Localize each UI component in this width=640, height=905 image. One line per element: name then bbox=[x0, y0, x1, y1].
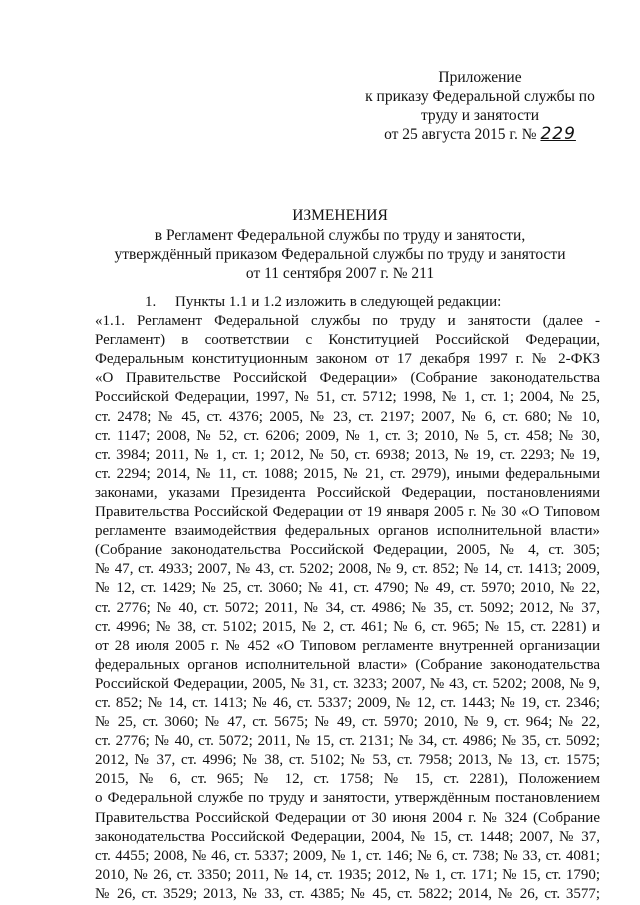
appendix-block bbox=[355, 68, 605, 144]
body-line: ст. 2294; 2014, № 11, ст. 1088; 2015, № 21, ст. 2979), иными федеральными bbox=[95, 465, 600, 482]
body-line: от 28 июля 2005 г. № 452 «О Типовом регламенте внутренней организации bbox=[95, 637, 600, 654]
heading-block bbox=[60, 206, 620, 283]
body-line: законами, указами Президента Российской Федерации, постановлениями bbox=[95, 484, 600, 501]
body-line: № 47, ст. 4933; 2007, № 43, ст. 5202; 2008, № 9, ст. 852; № 14, ст. 1413; 2009, bbox=[95, 561, 600, 578]
body-line: (Собрание законодательства Российской Федерации, 2005, № 4, ст. 305; bbox=[95, 542, 600, 559]
body-line: Федеральным конституционным законом от 17 декабря 1997 г. № 2-ФКЗ bbox=[95, 351, 600, 368]
body-line: Правительства Российской Федерации от 30 июня 2004 г. № 324 (Собрание bbox=[95, 809, 600, 826]
body-line: «1.1. Регламент Федеральной службы по труду и занятости (далее - bbox=[95, 313, 600, 330]
body-text bbox=[95, 293, 600, 904]
body-line: федеральных органов исполнительной власти» (Собрание законодательства bbox=[95, 656, 600, 673]
body-line: 2010, № 26, ст. 3350; 2011, № 14, ст. 1935; 2012, № 1, ст. 171; № 15, ст. 1790; bbox=[95, 866, 600, 883]
body-line: ст. 2776; № 40, ст. 5072; 2011, № 34, ст. 4986; № 35, ст. 5092; 2012, № 37, bbox=[95, 599, 600, 616]
body-line: № 25, ст. 3060; № 47, ст. 5675; № 49, ст. 5970; 2010, № 9, ст. 964; № 22, bbox=[95, 714, 600, 731]
body-line: Российской Федерации, 2005, № 31, ст. 3233; 2007, № 43, ст. 5202; 2008, № 9, bbox=[95, 675, 600, 692]
document-title: ИЗМЕНЕНИЯ bbox=[292, 207, 388, 224]
body-line: № 26, ст. 3529; 2013, № 33, ст. 4385; № 45, ст. 5822; 2014, № 26, ст. 3577; bbox=[95, 885, 600, 902]
appendix-line-2: к приказу Федеральной службы по bbox=[365, 88, 595, 105]
body-line: Правительства Российской Федерации от 19 января 2005 г. № 30 «О Типовом bbox=[95, 504, 600, 521]
body-line: ст. 1147; 2008, № 52, ст. 6206; 2009, № 1, ст. 3; 2010, № 5, ст. 458; № 30, bbox=[95, 427, 600, 444]
appendix-line-3: труду и занятости bbox=[420, 107, 540, 124]
body-line: ст. 852; № 14, ст. 1413; № 46, ст. 5337; 2009, № 12, ст. 1443; № 19, ст. 2346; bbox=[95, 694, 600, 711]
body-line: ст. 3984; 2011, № 1, ст. 1; 2012, № 50, ст. 6938; 2013, № 19, ст. 2293; № 19, bbox=[95, 446, 600, 463]
body-line: «О Правительстве Российской Федерации» (Собрание законодательства bbox=[95, 370, 600, 387]
body-line: Российской Федерации, 1997, № 51, ст. 5712; 1998, № 1, ст. 1; 2004, № 25, bbox=[95, 389, 600, 406]
body-line: ст. 4455; 2008, № 46, ст. 5337; 2009, № 1, ст. 146; № 6, ст. 738; № 33, ст. 4081; bbox=[95, 847, 600, 864]
body-line: ст. 2776; № 40, ст. 5072; 2011, № 15, ст. 2131; № 34, ст. 4986; № 35, ст. 5092; bbox=[95, 733, 600, 750]
body-line: ст. 2478; № 45, ст. 4376; 2005, № 23, ст. 2197; 2007, № 6, ст. 680; № 10, bbox=[95, 408, 600, 425]
heading-line-1: в Регламент Федеральной службы по труду и занятости, bbox=[154, 227, 526, 244]
heading-line-3: от 11 сентября 2007 г. № 211 bbox=[245, 265, 435, 282]
body-line: 2012, № 37, ст. 4996; № 38, ст. 5102; № 53, ст. 7958; 2013, № 13, ст. 1575; bbox=[95, 752, 600, 769]
item-1-heading: 1. Пункты 1.1 и 1.2 изложить в следующей редакции: bbox=[145, 294, 502, 310]
appendix-line-1: Приложение bbox=[438, 69, 522, 86]
body-line: Регламент) в соответствии с Конституцией Российской Федерации, bbox=[95, 332, 600, 349]
body-line: регламенте взаимодействия федеральных органов исполнительной власти» bbox=[95, 523, 600, 540]
appendix-line-4 bbox=[355, 125, 605, 144]
handwritten-order-number: 229 bbox=[540, 124, 576, 144]
body-line: законодательства Российской Федерации, 2004, № 15, ст. 1448; 2007, № 37, bbox=[95, 828, 600, 845]
body-line: № 12, ст. 1429; № 25, ст. 3060; № 41, ст. 4790; № 49, ст. 5970; 2010, № 22, bbox=[95, 580, 600, 597]
heading-line-2: утверждённый приказом Федеральной службы по труду и занятости bbox=[114, 246, 566, 263]
appendix-date: от 25 августа 2015 г. № bbox=[384, 126, 537, 143]
body-line: 2015, № 6, ст. 965; № 12, ст. 1758; № 15, ст. 2281), Положением bbox=[95, 771, 600, 788]
body-line: ст. 4996; № 38, ст. 5102; 2015, № 2, ст. 461; № 6, ст. 965; № 15, ст. 2281) и bbox=[95, 618, 600, 635]
body-line: о Федеральной службе по труду и занятости, утверждённым постановлением bbox=[95, 790, 600, 807]
